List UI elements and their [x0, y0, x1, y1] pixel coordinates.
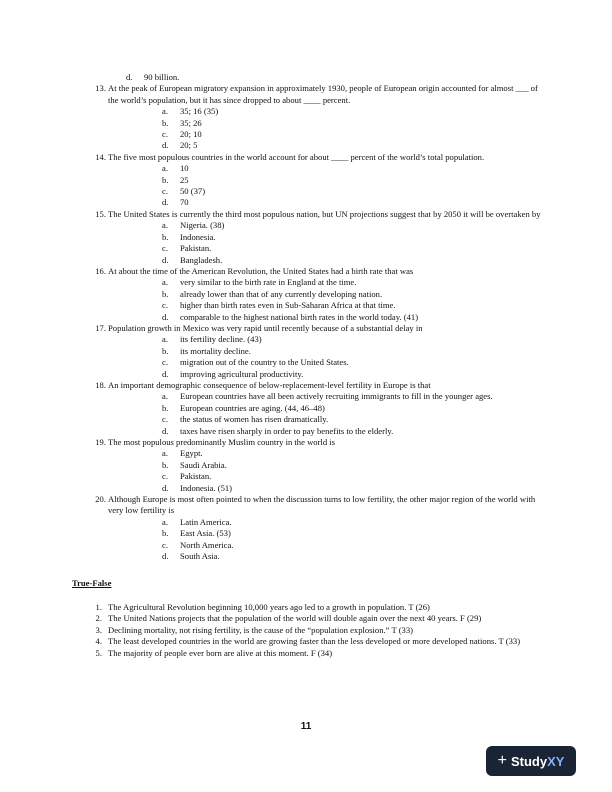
option-text: Pakistan.	[180, 471, 212, 482]
option-text: 70	[180, 197, 189, 208]
section-heading-true-false: True-False	[72, 578, 112, 589]
question-number: 18.	[95, 379, 106, 390]
option-text: European countries have all been actively recruiting immigrants to fill in the younger ages.	[180, 391, 493, 402]
question-item	[72, 494, 542, 562]
option-letter: b.	[162, 402, 169, 413]
option-letter: d.	[162, 197, 169, 208]
answer-option	[108, 140, 542, 151]
answer-option	[108, 540, 542, 551]
option-text: 20; 5	[180, 140, 198, 151]
answer-option	[108, 243, 542, 254]
true-false-item	[72, 602, 542, 613]
carryover-options	[72, 72, 542, 83]
answer-options	[108, 448, 542, 494]
item-number: 3.	[95, 624, 102, 635]
true-false-item	[72, 613, 542, 624]
answer-option	[108, 448, 542, 459]
item-text: The majority of people ever born are alive at this moment. F (34)	[108, 647, 333, 658]
option-letter: b.	[162, 345, 169, 356]
option-text: the status of women has risen dramatically.	[180, 414, 329, 425]
answer-option	[108, 369, 542, 380]
option-letter: a.	[162, 106, 168, 117]
question-item	[72, 152, 542, 209]
item-number: 2.	[95, 613, 102, 624]
option-text: taxes have risen sharply in order to pay benefits to the elderly.	[180, 425, 394, 436]
option-text: Indonesia.	[180, 231, 216, 242]
question-text: An important demographic consequence of below-replacement-level fertility in Europe is that	[108, 379, 431, 390]
option-text: its mortality decline.	[180, 345, 251, 356]
option-letter: c.	[162, 300, 168, 311]
answer-option	[108, 118, 542, 129]
option-text: migration out of the country to the United States.	[180, 357, 349, 368]
item-number: 1.	[95, 601, 102, 612]
question-number: 13.	[95, 83, 106, 94]
option-text: 35; 16 (35)	[180, 106, 219, 117]
question-text: At the peak of European migratory expansion in approximately 1930, people of European origin accounted for almost ___ of the world’s population, but it has since dropped to about ____ percent.	[108, 83, 538, 105]
option-text: South Asia.	[180, 551, 220, 562]
item-text: The least developed countries in the world are growing faster than the less developed or more developed nations. T (33)	[108, 636, 521, 647]
answer-option	[108, 334, 542, 345]
answer-options	[108, 517, 542, 563]
answer-option	[108, 300, 542, 311]
option-text: North America.	[180, 539, 234, 550]
question-number: 14.	[95, 151, 106, 162]
option-letter: c.	[162, 129, 168, 140]
option-text: Nigeria. (38)	[180, 220, 225, 231]
option-letter: c.	[162, 471, 168, 482]
option-letter: c.	[162, 357, 168, 368]
question-item	[72, 266, 542, 323]
item-number: 5.	[95, 647, 102, 658]
option-letter: d.	[162, 425, 169, 436]
answer-option	[108, 232, 542, 243]
option-text: 90 billion.	[144, 72, 180, 82]
question-number: 17.	[95, 322, 106, 333]
option-letter: a.	[162, 448, 168, 459]
item-text: The Agricultural Revolution beginning 10,000 years ago led to a growth in population. T (26)	[108, 601, 430, 612]
option-letter: a.	[162, 163, 168, 174]
option-letter: a.	[162, 277, 168, 288]
true-false-item	[72, 648, 542, 659]
question-item	[72, 437, 542, 494]
answer-options	[108, 277, 542, 323]
option-text: improving agricultural productivity.	[180, 368, 304, 379]
option-letter: d.	[162, 551, 169, 562]
option-text: Indonesia. (51)	[180, 482, 233, 493]
option-letter: a.	[162, 516, 168, 527]
answer-option	[108, 460, 542, 471]
option-text: Saudi Arabia.	[180, 459, 227, 470]
question-text: The most populous predominantly Muslim country in the world is	[108, 437, 336, 447]
true-false-item	[72, 636, 542, 647]
option-letter: b.	[162, 528, 169, 539]
option-letter: b.	[162, 174, 169, 185]
answer-option	[108, 277, 542, 288]
answer-options	[108, 391, 542, 437]
option-letter: c.	[162, 414, 168, 425]
option-text: East Asia. (53)	[180, 528, 231, 539]
answer-option	[108, 255, 542, 266]
multiple-choice-questions	[72, 83, 542, 562]
option-text: European countries are aging. (44, 46–48)	[180, 402, 325, 413]
answer-option	[108, 403, 542, 414]
option-text: 20; 10	[180, 129, 202, 140]
answer-option	[108, 289, 542, 300]
option-text: already lower than that of any currently developing nation.	[180, 288, 383, 299]
option-letter: d.	[162, 368, 169, 379]
option-text: Pakistan.	[180, 243, 212, 254]
option-text: Bangladesh.	[180, 254, 223, 265]
answer-option	[108, 414, 542, 425]
question-item	[72, 83, 542, 151]
carryover-option	[72, 72, 542, 83]
option-text: very similar to the birth rate in England at the time.	[180, 277, 357, 288]
item-text: Declining mortality, not rising fertility, is the cause of the “population explosion.” T (33)	[108, 624, 414, 635]
true-false-questions	[72, 602, 542, 659]
answer-options	[108, 106, 542, 152]
question-text: At about the time of the American Revolution, the United States had a birth rate that was	[108, 265, 414, 276]
answer-option	[108, 312, 542, 323]
true-false-item	[72, 625, 542, 636]
question-item	[72, 209, 542, 266]
option-text: higher than birth rates even in Sub-Saharan Africa at that time.	[180, 300, 396, 311]
answer-option	[108, 391, 542, 402]
option-text: 50 (37)	[180, 186, 206, 197]
option-letter: a.	[162, 334, 168, 345]
option-letter: a.	[162, 220, 168, 231]
logo-text-study: Study	[510, 753, 548, 769]
option-letter: c.	[162, 539, 168, 550]
document-body	[72, 72, 542, 659]
option-letter: b.	[162, 288, 169, 299]
answer-option	[108, 175, 542, 186]
page-number: 11	[300, 721, 312, 732]
logo-text-xy: XY	[547, 753, 565, 769]
question-item	[72, 323, 542, 380]
answer-option	[108, 551, 542, 562]
option-text: comparable to the highest national birth rates in the world today. (41)	[180, 311, 419, 322]
option-letter: d.	[162, 482, 169, 493]
option-letter: a.	[162, 391, 168, 402]
option-letter: d.	[162, 311, 169, 322]
answer-option	[108, 517, 542, 528]
option-text: 10	[180, 163, 189, 174]
option-letter: b.	[162, 459, 169, 470]
answer-option	[108, 471, 542, 482]
answer-options	[108, 220, 542, 266]
answer-option	[108, 528, 542, 539]
answer-option	[108, 163, 542, 174]
answer-option	[108, 346, 542, 357]
answer-option	[108, 220, 542, 231]
question-item	[72, 380, 542, 437]
option-text: Egypt.	[180, 448, 203, 459]
option-text: 25	[180, 174, 189, 185]
question-text: The five most populous countries in the world account for about ____ percent of the world’s total population.	[108, 151, 485, 162]
question-number: 16.	[95, 265, 106, 276]
option-letter: d.	[162, 140, 169, 151]
option-letter: c.	[162, 186, 168, 197]
item-text: The United Nations projects that the population of the world will double again over the next 40 years. F (29)	[108, 613, 482, 624]
answer-option	[108, 426, 542, 437]
option-letter: b.	[162, 117, 169, 128]
option-letter: b.	[162, 231, 169, 242]
option-letter: d.	[126, 72, 133, 82]
item-number: 4.	[95, 636, 102, 647]
answer-options	[108, 163, 542, 209]
answer-option	[108, 186, 542, 197]
question-text: Although Europe is most often pointed to when the discussion turns to low fertility, the other major region of the world with very low fertility is	[108, 494, 536, 516]
answer-option	[108, 129, 542, 140]
plus-icon: +	[497, 752, 507, 769]
answer-options	[108, 334, 542, 380]
option-text: Latin America.	[180, 516, 232, 527]
option-text: its fertility decline. (43)	[180, 334, 262, 345]
answer-option	[108, 197, 542, 208]
option-letter: d.	[162, 254, 169, 265]
question-number: 19.	[95, 437, 106, 447]
option-letter: c.	[162, 243, 168, 254]
question-number: 15.	[95, 208, 106, 219]
answer-option	[108, 357, 542, 368]
question-text: Population growth in Mexico was very rapid until recently because of a substantial delay in	[108, 322, 423, 333]
answer-option	[108, 106, 542, 117]
question-text: The United States is currently the third most populous nation, but UN projections suggest that by 2050 it will be overtaken by	[108, 208, 541, 219]
question-number: 20.	[95, 494, 106, 505]
studyxy-logo	[486, 746, 576, 776]
answer-option	[108, 483, 542, 494]
option-text: 35; 26	[180, 117, 202, 128]
